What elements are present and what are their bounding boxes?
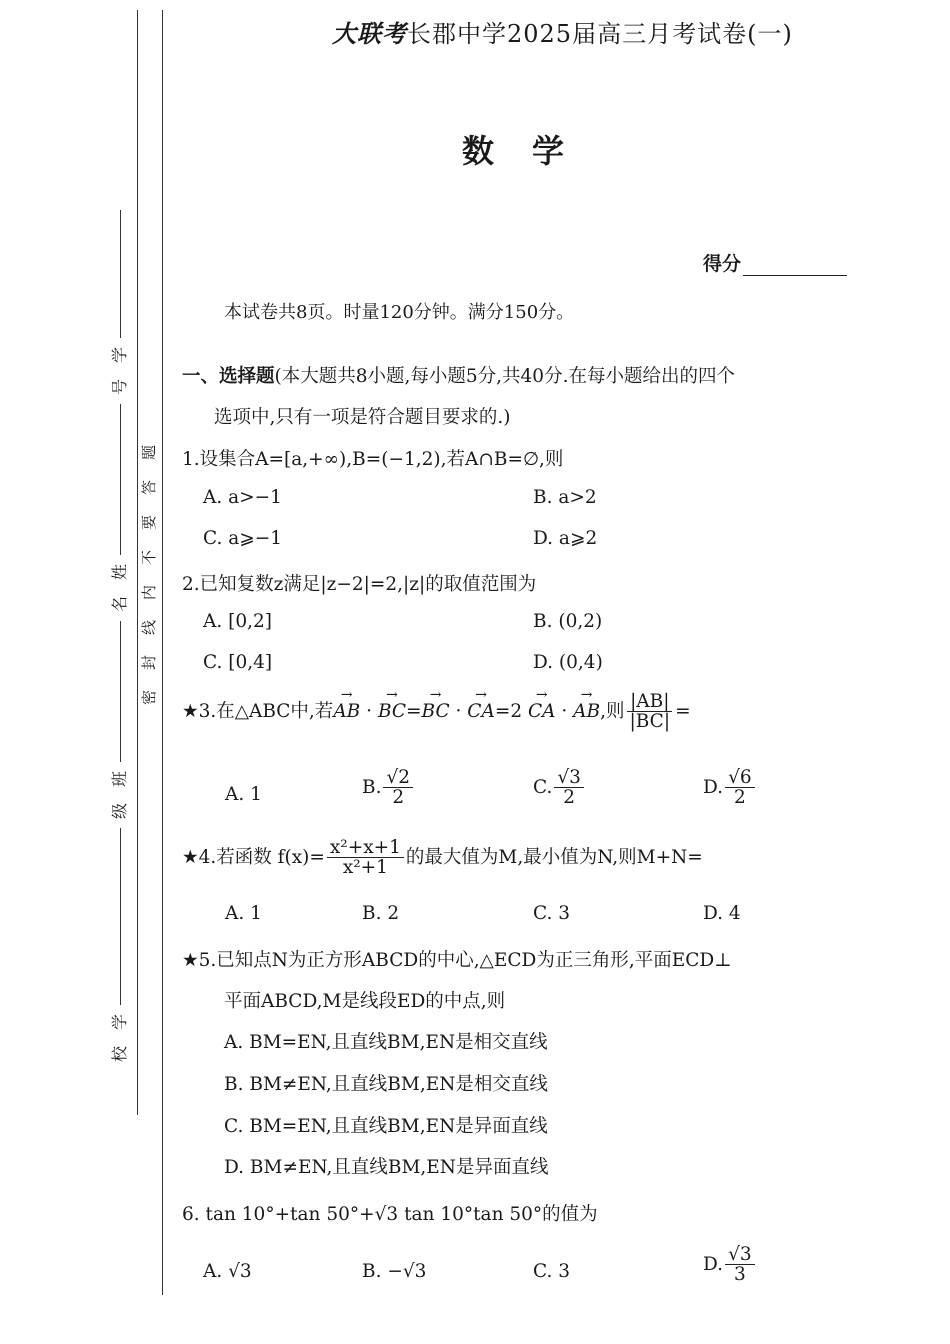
vector-ab: → AB	[573, 701, 600, 722]
school-label: 学 校	[110, 1013, 130, 1063]
q6-option-b[interactable]: B. −√3	[362, 1261, 427, 1282]
q2-option-b[interactable]: B. (0,2)	[533, 611, 603, 632]
q6-option-c[interactable]: C. 3	[533, 1261, 571, 1282]
subject-title: 数学	[462, 132, 603, 170]
equals: =	[406, 700, 422, 722]
student-id-field[interactable]	[112, 210, 128, 448]
q5-option-c[interactable]: C. BM=EN,且直线BM,EN是异面直线	[224, 1116, 548, 1137]
vector-ab: → AB	[333, 701, 360, 722]
class-label: 班 级	[110, 770, 130, 820]
dot: ·	[555, 700, 574, 722]
q4-option-d[interactable]: D. 4	[703, 903, 741, 924]
q4-stem	[182, 838, 703, 878]
fraction-denominator: |BC|	[629, 711, 671, 733]
q6-option-d[interactable]	[703, 1245, 757, 1285]
section-heading	[182, 362, 735, 388]
q5-option-b[interactable]: B. BM≠EN,且直线BM,EN是相交直线	[224, 1074, 548, 1095]
fraction-denominator: 2	[392, 787, 405, 809]
section-title: 一、选择题	[182, 366, 275, 387]
student-id-blank[interactable]	[120, 210, 121, 338]
dot: ·	[449, 700, 468, 722]
star-icon: ★	[182, 700, 199, 722]
q3-option-c[interactable]	[533, 768, 586, 808]
q4-text: 若函数 f(x)=	[216, 846, 325, 868]
q5-option-a[interactable]: A. BM=EN,且直线BM,EN是相交直线	[224, 1032, 548, 1053]
option-letter: B.	[362, 776, 382, 798]
section-desc-line2: 选项中,只有一项是符合题目要求的.)	[214, 407, 511, 428]
equals: =	[675, 700, 691, 722]
option-letter: C.	[533, 776, 553, 798]
fraction-numerator: x²+x+1	[327, 838, 404, 858]
q5-text: 5.已知点N为正方形ABCD的中心,△ECD为正三角形,平面ECD⊥	[198, 950, 732, 971]
fraction-numerator: √3	[725, 1245, 755, 1265]
fraction-numerator: √2	[383, 768, 413, 788]
q6-option-a[interactable]: A. √3	[203, 1261, 252, 1282]
fraction-denominator: 3	[733, 1264, 746, 1286]
q1-option-d[interactable]: D. a⩾2	[533, 528, 598, 549]
seal-notice: 题 答 要 不 内 线 封 密	[140, 444, 159, 706]
school-field[interactable]	[112, 880, 128, 1071]
vector-bc: → BC	[422, 701, 450, 722]
q3-option-b[interactable]	[362, 768, 415, 808]
star-icon: ★	[182, 846, 199, 868]
q4-fraction	[327, 838, 404, 878]
exam-header	[332, 14, 793, 49]
q5-option-d[interactable]: D. BM≠EN,且直线BM,EN是异面直线	[224, 1157, 549, 1178]
fraction-numerator: |AB|	[627, 692, 672, 712]
option-letter: D.	[703, 1253, 724, 1275]
q2-option-d[interactable]: D. (0,4)	[533, 652, 603, 673]
vector-ca: → CA	[467, 701, 495, 722]
score-field	[703, 249, 847, 276]
q4-option-c[interactable]: C. 3	[533, 903, 571, 924]
vector-bc: → BC	[378, 701, 406, 722]
q3-stem	[182, 692, 691, 732]
q4-option-a[interactable]: A. 1	[225, 903, 262, 924]
q2-stem: 2.已知复数z满足|z−2|=2,|z|的取值范围为	[182, 574, 537, 595]
section-desc-line1: (本大题共8小题,每小题5分,共40分.在每小题给出的四个	[274, 366, 735, 387]
q3-fraction	[627, 692, 674, 732]
q3-option-d[interactable]	[703, 768, 757, 808]
q1-option-a[interactable]: A. a>−1	[203, 487, 282, 508]
q1-option-b[interactable]: B. a>2	[533, 487, 597, 508]
q4-text-tail: 的最大值为M,最小值为N,则M+N=	[405, 846, 703, 868]
brand-logo: 大联考	[332, 20, 407, 48]
vector-ca: → CA	[528, 701, 556, 722]
fraction-numerator: √3	[554, 768, 584, 788]
name-blank[interactable]	[120, 425, 121, 555]
q1-stem: 1.设集合A=[a,+∞),B=(−1,2),若A∩B=∅,则	[182, 449, 564, 470]
exam-intro: 本试卷共8页。时量120分钟。满分150分。	[224, 302, 575, 323]
q3-option-a[interactable]: A. 1	[225, 784, 262, 805]
binding-line-outer	[162, 10, 163, 1295]
q2-option-c[interactable]: C. [0,4]	[203, 652, 273, 673]
dot: ·	[360, 700, 378, 722]
student-id-label: 学 号	[110, 346, 130, 396]
exam-title: 长郡中学2025届高三月考试卷(一)	[407, 20, 793, 48]
school-blank[interactable]	[120, 880, 121, 1005]
equals-two: =2	[494, 700, 528, 722]
fraction-denominator: 2	[563, 787, 576, 809]
q6-stem: 6. tan 10°+tan 50°+√3 tan 10°tan 50°的值为	[182, 1204, 598, 1225]
q3-then: ,则	[600, 700, 625, 722]
class-blank[interactable]	[120, 640, 121, 762]
q5-stem-line1	[182, 946, 732, 972]
score-blank[interactable]	[743, 255, 847, 276]
q5-stem-line2: 平面ABCD,M是线段ED的中点,则	[224, 991, 506, 1012]
star-icon: ★	[182, 950, 199, 971]
fraction-denominator: x²+1	[342, 857, 388, 879]
option-letter: D.	[703, 776, 724, 798]
q3-text: 在△ABC中,若	[216, 700, 334, 722]
score-label: 得分	[703, 253, 742, 275]
q4-number: 4.	[198, 846, 217, 868]
q3-number: 3.	[198, 700, 217, 722]
q4-option-b[interactable]: B. 2	[362, 903, 400, 924]
class-field[interactable]	[112, 640, 128, 918]
q1-option-c[interactable]: C. a⩾−1	[203, 528, 283, 549]
name-label: 姓 名	[110, 563, 130, 613]
fraction-numerator: √6	[725, 768, 755, 788]
fraction-denominator: 2	[733, 787, 746, 809]
q2-option-a[interactable]: A. [0,2]	[203, 611, 272, 632]
